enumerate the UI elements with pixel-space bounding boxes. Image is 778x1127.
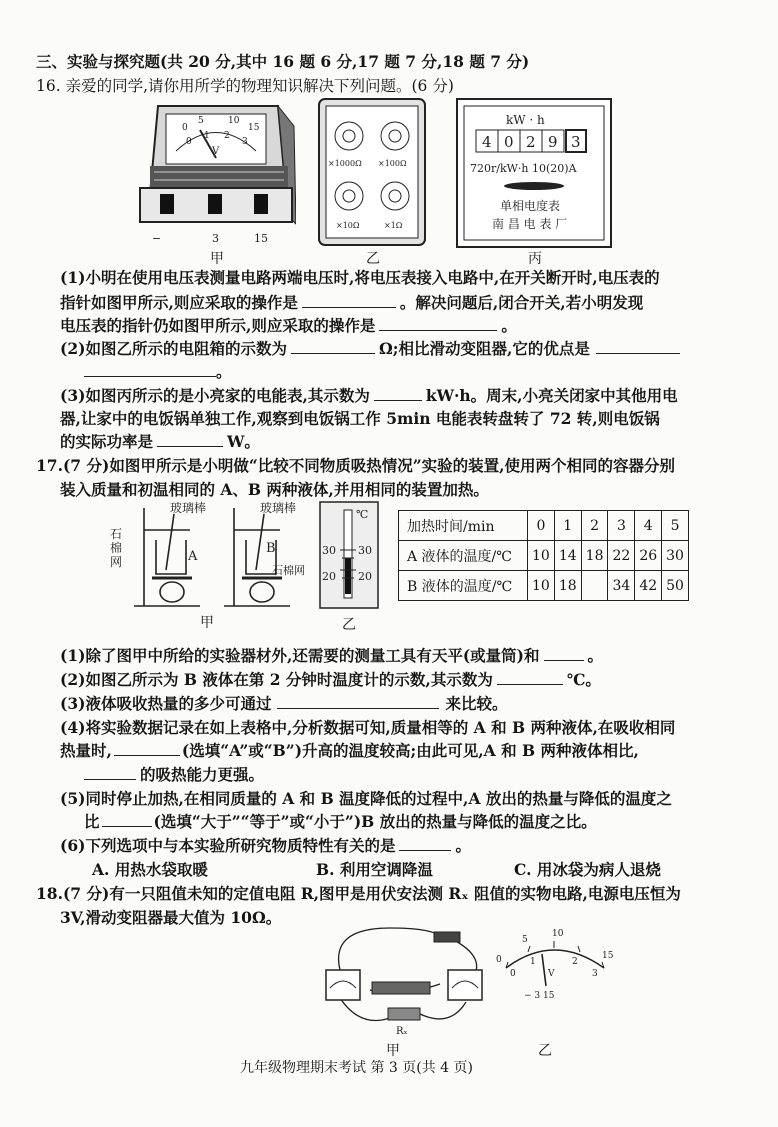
dial-top-0: 0 xyxy=(496,955,502,965)
q17-p2-post: ℃。 xyxy=(566,670,601,689)
fig16-jia-caption: 甲 xyxy=(210,251,224,267)
q16-stem: 16. 亲爱的同学,请你用所学的物理知识解决下列问题。(6 分) xyxy=(36,77,454,95)
q16-p2a-pre: (2)如图乙所示的电阻箱的示数为 xyxy=(60,339,287,358)
table-cell: 10 xyxy=(528,571,555,601)
q16-p1c-post: 。 xyxy=(501,316,517,335)
table-cell: 18 xyxy=(581,541,608,571)
thermo-unit: ℃ xyxy=(356,508,369,521)
section-title: 三、实验与探究题(共 20 分,其中 16 题 6 分,17 题 7 分,18 题 7 分) xyxy=(36,52,530,71)
q16-p1b-pre: 指针如图甲所示,则应采取的操作是 xyxy=(60,293,298,312)
rbox-label-100: ×100Ω xyxy=(378,159,407,168)
q17-p2-pre: (2)如图乙所示为 B 液体在第 2 分钟时温度计的示数,其示数为 xyxy=(60,670,493,689)
table-row-a-label: A 液体的温度/℃ xyxy=(399,541,528,571)
q17-p5b-post: (选填“大于”“等于”或“小于”)B 放出的热量与降低的温度之比。 xyxy=(153,812,597,831)
vm-term-3: 3 xyxy=(212,232,219,245)
q17-p1-blank[interactable] xyxy=(544,646,584,661)
q17-p1 xyxy=(60,646,603,666)
dial-bot-2: 2 xyxy=(572,957,578,967)
q17-p4b-blank[interactable] xyxy=(114,741,180,756)
page-footer: 九年级物理期末考试 第 3 页(共 4 页) xyxy=(240,1060,473,1076)
q17-p4c-post: 的吸热能力更强。 xyxy=(140,765,265,784)
q16-p3c-pre: 的实际功率是 xyxy=(60,432,154,451)
asb-label-2: 棉 xyxy=(110,541,123,555)
q16-p3a xyxy=(60,386,678,406)
rbox-label-1000: ×1000Ω xyxy=(328,159,362,168)
q17-p4b xyxy=(60,741,639,761)
heating-apparatus-figure xyxy=(104,500,316,612)
table-cell: 10 xyxy=(528,541,555,571)
vm-unit: V xyxy=(212,146,220,157)
fig18-jia-caption: 甲 xyxy=(386,1043,400,1059)
q16-p1a: (1)小明在使用电压表测量电路两端电压时,将电压表接入电路中,在开关断开时,电压表的 xyxy=(60,268,660,287)
q17-p4c xyxy=(84,765,264,785)
table-cell: 34 xyxy=(608,571,635,601)
meter-digit-1: 4 xyxy=(482,133,492,151)
voltmeter-figure xyxy=(128,96,296,246)
meter-digit-2: 0 xyxy=(504,133,514,151)
dial-bot-3: 3 xyxy=(592,969,598,979)
q16-p2b-blank[interactable] xyxy=(84,362,216,377)
meter-name: 单相电度表 xyxy=(500,199,561,213)
table-cell-empty xyxy=(581,571,608,601)
thermo-20-right: 20 xyxy=(358,570,372,583)
vm-tick-15: 15 xyxy=(248,123,260,133)
q16-p1c-blank[interactable] xyxy=(379,316,497,331)
dial-top-5: 5 xyxy=(522,935,528,945)
q17-option-c: C. 用冰袋为病人退烧 xyxy=(514,860,661,879)
q17-p2 xyxy=(60,670,601,690)
q16-p3a-post: kW·h。周末,小亮关闭家中其他用电 xyxy=(425,386,678,405)
dial-terminals: − 3 15 xyxy=(524,991,555,1001)
table-cell: 4 xyxy=(635,511,662,541)
circuit-rx-label: Rₓ xyxy=(396,1026,408,1037)
rbox-label-1: ×1Ω xyxy=(384,221,403,230)
table-row-b-label: B 液体的温度/℃ xyxy=(399,571,528,601)
fig16-bing-caption: 丙 xyxy=(528,251,542,267)
vm-tick-5: 5 xyxy=(198,116,204,126)
q17-p6 xyxy=(60,836,471,856)
vm-tick-10: 10 xyxy=(228,116,240,126)
q16-p2a-blank2[interactable] xyxy=(596,339,680,354)
q17-p5b-blank[interactable] xyxy=(102,812,152,827)
temperature-table xyxy=(398,510,689,601)
rod-label-1: 玻璃棒 xyxy=(170,501,207,515)
q16-p2a-blank[interactable] xyxy=(291,339,375,354)
table-cell: 50 xyxy=(662,571,689,601)
liquid-b-label: B xyxy=(266,541,276,556)
thermometer-figure xyxy=(318,500,380,610)
meter-maker: 南 昌 电 表 厂 xyxy=(492,217,568,231)
dial-top-10: 10 xyxy=(552,929,564,939)
vm-tick-3: 3 xyxy=(242,137,248,147)
table-cell: 30 xyxy=(662,541,689,571)
q17-p5b-pre: 比 xyxy=(84,812,100,831)
q16-p1c-pre: 电压表的指针仍如图甲所示,则应采取的操作是 xyxy=(60,316,376,335)
q17-p4b-post: (选填“A”或“B”)升高的温度较高;由此可见,A 和 B 两种液体相比, xyxy=(181,741,639,760)
q16-p3c-blank[interactable] xyxy=(157,432,223,447)
vm-tick-2: 2 xyxy=(224,131,230,141)
asb-label-right: 石棉网 xyxy=(272,564,305,577)
q17-p3 xyxy=(60,694,507,714)
dial-bot-0: 0 xyxy=(510,969,516,979)
meter-spec: 720r/kW·h 10(20)A xyxy=(470,162,577,175)
q16-p3c xyxy=(60,432,260,452)
q17-p2-blank[interactable] xyxy=(497,670,563,685)
fig16-yi-caption: 乙 xyxy=(366,251,380,267)
vm-tick-1: 1 xyxy=(204,131,210,141)
q17-option-a: A. 用热水袋取暖 xyxy=(92,860,208,879)
q17-p4c-blank[interactable] xyxy=(84,765,136,780)
meter-digit-3: 2 xyxy=(526,133,536,151)
q17-p6-blank[interactable] xyxy=(399,836,451,851)
fig17-jia-caption: 甲 xyxy=(200,615,214,631)
q16-p1c xyxy=(60,316,517,336)
q16-p2b-post: 。 xyxy=(216,362,232,381)
table-row-header xyxy=(399,511,689,541)
q16-p1b xyxy=(60,293,643,313)
vm-term-neg: − xyxy=(152,232,162,245)
vm-tick-0b: 0 xyxy=(186,137,192,147)
q16-p3a-pre: (3)如图丙所示的是小亮家的电能表,其示数为 xyxy=(60,386,370,405)
table-cell: 5 xyxy=(662,511,689,541)
q16-p2b xyxy=(84,362,232,382)
table-cell: 18 xyxy=(554,571,581,601)
dial-unit: V xyxy=(548,969,555,979)
meter-digit-4: 9 xyxy=(548,133,558,151)
q16-p3a-blank[interactable] xyxy=(374,386,422,401)
voltmeter-dial-figure xyxy=(494,928,614,1004)
table-cell: 22 xyxy=(608,541,635,571)
table-cell: 1 xyxy=(554,511,581,541)
energy-meter-figure xyxy=(456,98,612,248)
table-cell: 0 xyxy=(528,511,555,541)
table-row-a xyxy=(399,541,689,571)
table-cell: 14 xyxy=(554,541,581,571)
vm-tick-0a: 0 xyxy=(182,123,188,133)
resistor-box-figure xyxy=(318,98,426,246)
q17-stem2: 装入质量和初温相同的 A、B 两种液体,并用相同的装置加热。 xyxy=(60,480,489,499)
fig17-yi-caption: 乙 xyxy=(342,617,356,633)
table-cell: 3 xyxy=(608,511,635,541)
q17-option-b: B. 利用空调降温 xyxy=(316,860,433,879)
dial-bot-1: 1 xyxy=(530,957,536,967)
q17-p4a: (4)将实验数据记录在如上表格中,分析数据可知,质量相等的 A 和 B 两种液体,在吸收相同 xyxy=(60,718,676,737)
q16-p3b: 器,让家中的电饭锅单独工作,观察到电饭锅工作 5min 电能表转盘转了 72 转,则电饭锅 xyxy=(60,409,660,428)
rod-label-2: 玻璃棒 xyxy=(260,501,297,515)
asb-label-3: 网 xyxy=(110,555,123,569)
dial-top-15: 15 xyxy=(602,951,614,961)
table-row-b xyxy=(399,571,689,601)
circuit-figure xyxy=(300,918,490,1042)
q17-p6-post: 。 xyxy=(455,836,471,855)
q17-p3-blank[interactable] xyxy=(277,694,439,709)
q17-p1-post: 。 xyxy=(587,646,604,665)
rbox-label-10: ×10Ω xyxy=(336,221,360,230)
q17-p5a: (5)同时停止加热,在相同质量的 A 和 B 温度降低的过程中,A 放出的热量与降低的温度之 xyxy=(60,789,672,808)
q17-p3-post: 来比较。 xyxy=(445,694,508,713)
meter-digit-5: 3 xyxy=(571,133,581,151)
liquid-a-label: A xyxy=(188,549,198,564)
thermo-20-left: 20 xyxy=(322,570,336,583)
q17-p5b xyxy=(84,812,597,832)
q17-stem1: 17.(7 分)如图甲所示是小明做“比较不同物质吸热情况”实验的装置,使用两个相同的容器分别 xyxy=(36,456,676,475)
q16-p1b-post: 。解决问题后,闭合开关,若小明发现 xyxy=(399,293,644,312)
q16-p3c-post: W。 xyxy=(227,432,260,451)
meter-unit: kW · h xyxy=(506,113,545,127)
q17-p1-pre: (1)除了图甲中所给的实验器材外,还需要的测量工具有天平(或量筒)和 xyxy=(60,646,540,665)
q18-stem2: 3V,滑动变阻器最大值为 10Ω。 xyxy=(60,908,282,927)
vm-term-15: 15 xyxy=(254,232,268,245)
asb-label-1: 石 xyxy=(110,527,123,541)
table-cell: 42 xyxy=(635,571,662,601)
q17-p6-pre: (6)下列选项中与本实验所研究物质特性有关的是 xyxy=(60,836,396,855)
q16-p1b-blank[interactable] xyxy=(302,293,396,308)
thermo-30-right: 30 xyxy=(358,544,372,557)
fig18-yi-caption: 乙 xyxy=(538,1043,552,1059)
q16-p2a-mid: Ω;相比滑动变阻器,它的优点是 xyxy=(378,339,590,358)
q17-p3-pre: (3)液体吸收热量的多少可通过 xyxy=(60,694,272,713)
q18-stem1: 18.(7 分)有一只阻值未知的定值电阻 R,图甲是用伏安法测 Rₓ 阻值的实物电路,电源电压恒为 xyxy=(36,884,681,903)
q16-p2a xyxy=(60,339,680,359)
thermo-30-left: 30 xyxy=(322,544,336,557)
q17-p4b-pre: 热量时, xyxy=(60,741,112,760)
table-header-label: 加热时间/min xyxy=(399,511,528,541)
table-cell: 2 xyxy=(581,511,608,541)
table-cell: 26 xyxy=(635,541,662,571)
